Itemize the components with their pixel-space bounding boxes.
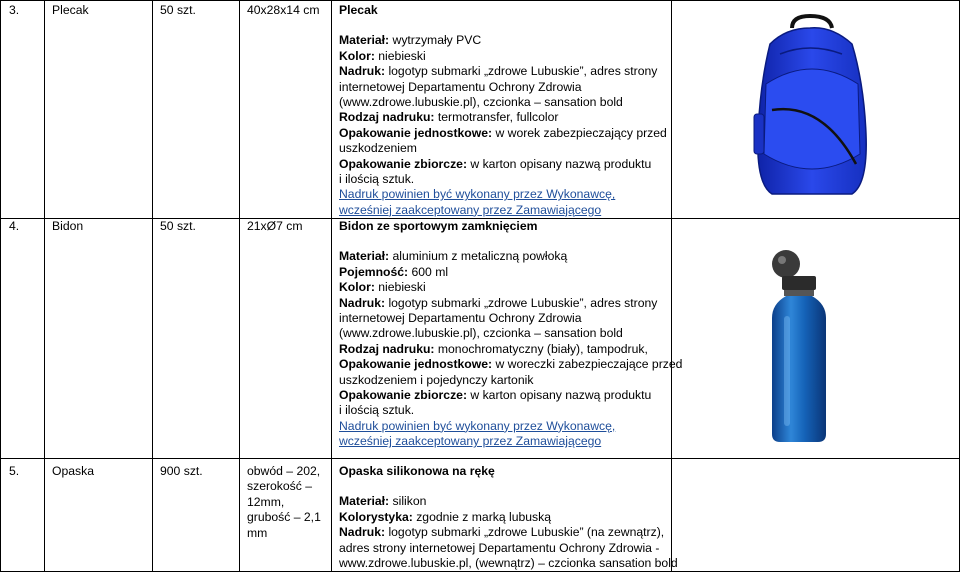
print-note: Nadruk powinien być wykonany przez Wykonawcę, [339, 187, 616, 202]
print-note: Nadruk powinien być wykonany przez Wykonawcę, [339, 418, 616, 433]
row-number: 3. [9, 3, 20, 17]
description-body: Materiał: wytrzymały PVC Kolor: niebieski Nadruk: logotyp submarki „zdrowe Lubuskie”, adres strony internetowej Departamentu Ochrony Zdrowia (www.zdrowe.lubuskie.pl), czcionka – sansation bold Rodzaj nadruku: termotransfer, fullcolor Opakowanie jednostkowe: w worek zabezpieczający przed uszkodzeniem Opakowanie zbiorcze: w karton opisany nazwą produktu i ilością sztuk. Nadruk powinien być wykonany przez Wykonawcę, wcześniej zaakceptowany przez Zamawiającego [339, 33, 667, 217]
product-name: Bidon [52, 219, 84, 233]
print-note: wcześniej zaakceptowany przez Zamawiającego [339, 434, 602, 449]
description-title: Bidon ze sportowym zamknięciem [339, 219, 538, 233]
field-label: Rodzaj nadruku: [339, 341, 435, 356]
quantity: 50 szt. [160, 219, 196, 233]
quantity: 50 szt. [160, 3, 196, 17]
print-note: wcześniej zaakceptowany przez Zamawiającego [339, 202, 602, 217]
field-label: Materiał: [339, 249, 390, 264]
quantity: 900 szt. [160, 464, 203, 478]
field-label: Pojemność: [339, 264, 409, 279]
table-border-top [0, 0, 960, 1]
dimensions: 40x28x14 cm [247, 3, 320, 17]
field-label: Kolor: [339, 280, 375, 295]
description-body: Materiał: silikon Kolorystyka: zgodnie z marką lubuską Nadruk: logotyp submarki „zdrowe Lubuskie” (na zewnątrz), adres strony internetowej Departamentu Ochrony Zdrowia - www.zdrowe.lubuskie.pl, (wewnątrz) – czcionka sansation bold [339, 494, 678, 570]
field-label: Kolor: [339, 48, 375, 63]
field-label: Nadruk: [339, 64, 386, 79]
description-title: Plecak [339, 3, 378, 17]
column-divider [331, 0, 332, 572]
row-number: 4. [9, 219, 20, 233]
dimensions: 21xØ7 cm [247, 219, 303, 233]
field-label: Opakowanie zbiorcze: [339, 156, 467, 171]
field-label: Materiał: [339, 33, 390, 48]
field-label: Opakowanie jednostkowe: [339, 357, 493, 372]
product-name: Opaska [52, 464, 95, 478]
row-number: 5. [9, 464, 20, 478]
description-body: Materiał: aluminium z metaliczną powłoką Pojemność: 600 ml Kolor: niebieski Nadruk: logotyp submarki „zdrowe Lubuskie”, adres strony internetowej Departamentu Ochrony Zdrowia (www.zdrowe.lubuskie.pl), czcionka – sansation bold Rodzaj nadruku: monochromatyczny (biały), tampodruk, Opakowanie jednostkowe: w woreczki zabezpieczające przed uszkodzeniem i pojedynczy kartonik Opakowanie zbiorcze: w karton opisany nazwą produktu i ilością sztuk. Nadruk powinien być wykonany przez Wykonawcę, wcześniej zaakceptowany przez Zamawiającego [339, 249, 683, 449]
column-divider [239, 0, 240, 572]
field-label: Materiał: [339, 494, 390, 509]
field-label: Opakowanie zbiorcze: [339, 387, 467, 402]
field-label: Nadruk: [339, 525, 386, 540]
row-divider [0, 458, 960, 459]
column-divider [44, 0, 45, 572]
description-title: Opaska silikonowa na rękę [339, 464, 495, 478]
backpack-image [752, 14, 870, 198]
product-name: Plecak [52, 3, 89, 17]
column-divider [152, 0, 153, 572]
field-label: Opakowanie jednostkowe: [339, 125, 493, 140]
dimensions: obwód – 202, szerokość – 12mm, grubość – 2,1 mm [247, 464, 321, 540]
table-border-left [0, 0, 1, 572]
field-label: Rodzaj nadruku: [339, 110, 435, 125]
bottle-image [760, 246, 840, 446]
field-label: Kolorystyka: [339, 509, 413, 524]
field-label: Nadruk: [339, 295, 386, 310]
